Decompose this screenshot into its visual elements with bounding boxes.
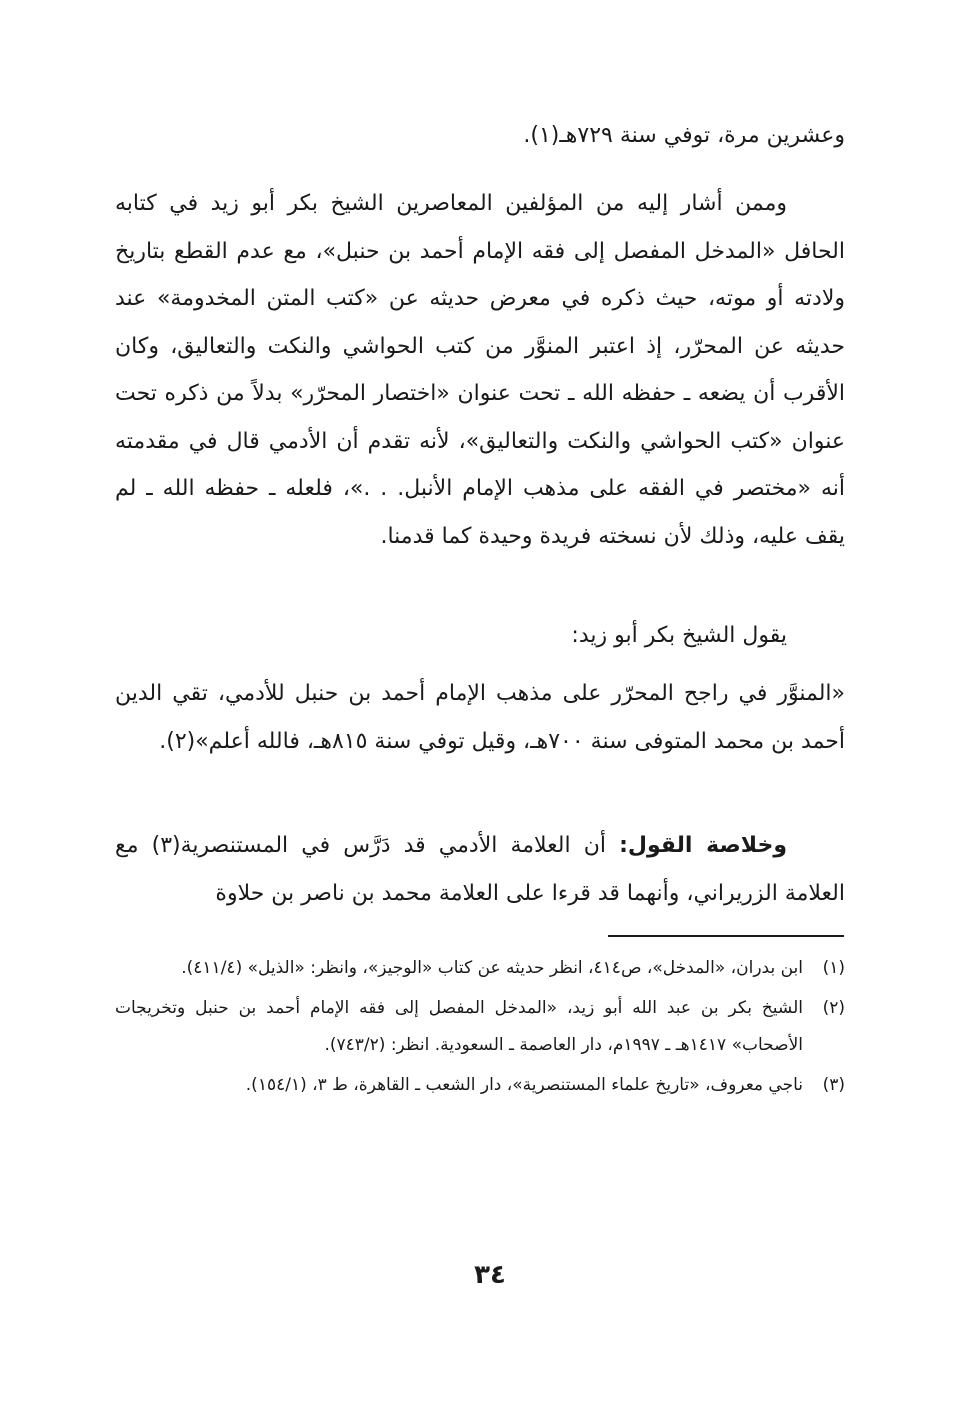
conclusion-lead: وخلاصة القول:: [619, 833, 787, 858]
paragraph-text: وممن أشار إليه من المؤلفين المعاصرين الشيخ بكر أبو زيد في كتابه الحافل «المدخل المفصل إلى فقه الإمام أحمد بن حنبل»، مع عدم القطع بتاريخ ولادته أو موته، حيث ذكره في معرض حديثه عن «كتب المتن المخدومة» عند حديثه عن المحرّر، إذ اعتبر المنوَّر من كتب الحواشي والنكت والتعاليق، وكان الأقرب أن يضعه ـ حفظه الله ـ تحت عنوان «اختصار المحرّر» بدلاً من ذكره تحت عنوان «كتب الحواشي والنكت والتعاليق»، لأنه تقدم أن الأدمي قال في مقدمته أنه «مختصر في الفقه على مذهب الإمام الأنبل. . .»، فلعله ـ حفظه الله ـ لم يقف عليه، وذلك لأن نسخته فريدة وحيدة كما قدمنا.: [115, 191, 845, 549]
footnote-number: (٢): [822, 998, 845, 1018]
footnote-number: (٣): [822, 1075, 845, 1095]
paragraph-continuation: وعشرين مرة، توفي سنة ٧٢٩هـ(١).: [523, 123, 845, 148]
footnote: [115, 1067, 845, 1104]
footnote: [115, 950, 845, 987]
footnote-text: ابن بدران، «المدخل»، ص٤١٤، انظر حديثه عن كتاب «الوجيز»، وانظر: «الذيل» (٤١١/٤).: [181, 958, 803, 978]
footnote-number: (١): [822, 958, 845, 978]
paragraph-quotation: «المنوَّر في راجح المحرّر على مذهب الإمام أحمد بن حنبل للأدمي، تقي الدين أحمد بن محمد المتوفى سنة ٧٠٠هـ، وقيل توفي سنة ٨١٥هـ، فالله أعلم»(٢).: [115, 681, 845, 754]
page-number: ٣٤: [474, 1260, 506, 1290]
footnote-text: ناجي معروف، «تاريخ علماء المستنصرية»، دار الشعب ـ القاهرة، ط ٣، (١٥٤/١).: [245, 1075, 803, 1095]
paragraph-conclusion: [115, 822, 845, 917]
footnote-text: الشيخ بكر بن عبد الله أبو زيد، «المدخل المفصل إلى فقه الإمام أحمد بن حنبل وتخريجات الأصحاب» ١٤١٧هـ ـ ١٩٩٧م، دار العاصمة ـ السعودية. انظر: (٧٤٣/٢).: [115, 998, 803, 1055]
footnote-separator: [608, 935, 844, 937]
paragraph-bakr-abu-zaid-reference: [115, 180, 845, 560]
paragraph-text: أن العلامة الأدمي قد دَرَّس في المستنصرية(٣) مع العلامة الزريراني، وأنهما قد قرءا على العلامة محمد بن ناصر بن حلاوة: [115, 833, 845, 906]
paragraph-quote-intro: [115, 612, 845, 660]
footnotes: [115, 950, 845, 1107]
paragraph-text: يقول الشيخ بكر أبو زيد:: [571, 623, 787, 648]
footnote: [115, 990, 845, 1064]
